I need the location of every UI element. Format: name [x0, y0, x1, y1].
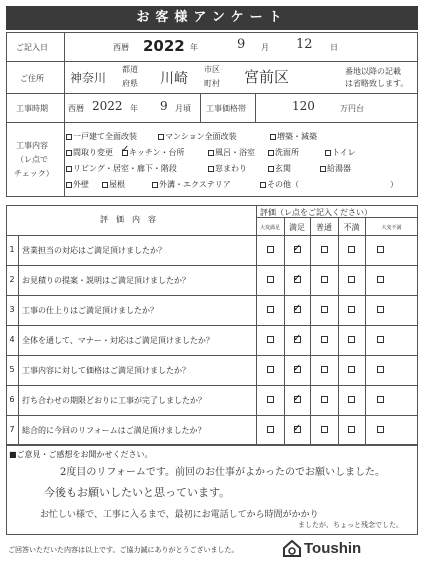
rating-checkbox-4[interactable] [348, 276, 355, 283]
rating-checkmark: ✓ [293, 363, 302, 374]
fill-date-year[interactable]: 2022 [143, 37, 185, 55]
question-number: 3 [9, 305, 15, 314]
fill-date-label: ご記入日 [16, 43, 48, 52]
rating-checkbox-5[interactable] [377, 426, 384, 433]
rating-header-satisfied: 満足 [289, 223, 305, 232]
kitchen-checkmark: ✓ [121, 144, 130, 155]
work-option-water-heater[interactable]: 給湯器 [320, 163, 351, 174]
brand-logo [282, 539, 302, 561]
rating-checkbox-4[interactable] [348, 396, 355, 403]
question-number: 1 [9, 245, 15, 254]
rating-checkbox-1[interactable] [267, 246, 274, 253]
comment-line-1[interactable]: 2度目のリフォームです。前回のお仕事がよかったのでお願いしました。 [60, 467, 386, 478]
evaluation-header-content: 評 価 内 容 [100, 215, 156, 224]
work-option-kitchen[interactable]: キッチン・台所 [122, 147, 184, 158]
rating-checkbox-3[interactable] [321, 336, 328, 343]
rating-checkmark: ✓ [293, 273, 302, 284]
rating-checkbox-5[interactable] [377, 306, 384, 313]
question-number: 6 [9, 395, 15, 404]
rating-checkbox-3[interactable] [321, 276, 328, 283]
prefecture-unit-top: 都道 [122, 65, 138, 74]
rating-checkmark: ✓ [293, 423, 302, 434]
price-value[interactable]: 120 [292, 99, 315, 113]
question-text: 工事の仕上りはご満足頂けましたか？ [22, 306, 158, 315]
fill-date-year-unit: 年 [190, 43, 198, 52]
rating-checkbox-4[interactable] [348, 426, 355, 433]
brand-name: Toushin [304, 540, 362, 557]
house-icon [282, 539, 302, 557]
rating-checkbox-5[interactable] [377, 366, 384, 373]
rating-checkbox-3[interactable] [321, 366, 328, 373]
work-option-other[interactable]: その他（ [260, 179, 299, 190]
period-era: 西暦 [68, 104, 84, 113]
work-option-living[interactable]: リビング・居室・廊下・階段 [66, 163, 177, 174]
rating-checkbox-3[interactable] [321, 306, 328, 313]
question-text: 全体を通して、マナー・対応はご満足頂けましたか？ [22, 336, 214, 345]
rating-checkbox-1[interactable] [267, 276, 274, 283]
rating-checkmark: ✓ [293, 303, 302, 314]
address-prefecture[interactable]: 神奈川 [70, 71, 107, 85]
period-year-unit: 年 [130, 104, 138, 113]
address-label: ご住所 [20, 74, 44, 83]
comments-label: ■ご意見・ご感想をお聞かせください。 [9, 450, 153, 459]
address-ward[interactable]: 宮前区 [244, 68, 290, 86]
fill-date-month[interactable]: 9 [237, 37, 246, 52]
work-option-washroom[interactable]: 洗面所 [268, 147, 299, 158]
rating-checkmark: ✓ [293, 333, 302, 344]
rating-checkbox-5[interactable] [377, 396, 384, 403]
work-option-bath[interactable]: 風呂・浴室 [208, 147, 255, 158]
rating-checkmark: ✓ [293, 393, 302, 404]
work-option-entrance[interactable]: 玄関 [268, 163, 291, 174]
rating-checkbox-5[interactable] [377, 336, 384, 343]
city-unit-bottom: 町村 [204, 79, 220, 88]
work-option-exterior-wall[interactable]: 外壁 [66, 179, 89, 190]
comment-line-2[interactable]: 今後もお願いしたいと思っています。 [44, 486, 231, 499]
city-unit-top: 市区 [204, 65, 220, 74]
rating-checkbox-1[interactable] [267, 306, 274, 313]
period-label: 工事時期 [16, 104, 48, 113]
period-year[interactable]: 2022 [92, 99, 123, 113]
question-text: 工事内容に対して価格はご満足頂けましたか？ [22, 366, 190, 375]
work-option-layout[interactable]: 間取り変更 [66, 147, 113, 158]
work-label-line1: 工事内容 [16, 141, 48, 150]
work-option-full-house[interactable]: 一戸建て全面改装 [66, 131, 137, 142]
question-number: 2 [9, 275, 15, 284]
rating-checkbox-1[interactable] [267, 336, 274, 343]
rating-checkbox-3[interactable] [321, 246, 328, 253]
comment-line-3[interactable]: お忙しい様で、工事に入るまで、最初にお電話してから時間がかかり [40, 510, 319, 520]
fill-date-era: 西暦 [113, 43, 129, 52]
work-option-other-close: ） [390, 180, 398, 189]
prefecture-unit-bottom: 府県 [122, 79, 138, 88]
question-number: 5 [9, 365, 15, 374]
rating-header-neutral: 普通 [316, 223, 332, 232]
rating-checkbox-1[interactable] [267, 396, 274, 403]
rating-checkbox-1[interactable] [267, 366, 274, 373]
period-month[interactable]: 9 [160, 99, 168, 113]
fill-date-month-unit: 月 [261, 43, 269, 52]
rating-checkbox-4[interactable] [348, 336, 355, 343]
rating-checkbox-4[interactable] [348, 306, 355, 313]
work-label-line3: チェック） [14, 169, 54, 178]
rating-checkbox-4[interactable] [348, 246, 355, 253]
price-unit: 万円台 [340, 104, 364, 113]
rating-header-very-satisfied: 大変満足 [259, 225, 280, 231]
rating-checkbox-3[interactable] [321, 426, 328, 433]
rating-checkmark: ✓ [293, 243, 302, 254]
rating-checkbox-5[interactable] [377, 246, 384, 253]
price-label: 工事価格帯 [206, 104, 246, 113]
work-option-windows[interactable]: 窓まわり [208, 163, 247, 174]
work-option-exterior[interactable]: 外溝・エクステリア [152, 179, 231, 190]
rating-checkbox-3[interactable] [321, 396, 328, 403]
address-note-line1: 番地以降の記載 [345, 67, 401, 76]
rating-checkbox-4[interactable] [348, 366, 355, 373]
address-note-line2: は省略致します。 [345, 79, 409, 88]
work-label-line2: （レ点で [16, 155, 48, 164]
work-option-full-mansion[interactable]: マンション全面改装 [158, 131, 237, 142]
comment-line-4[interactable]: ましたが、ちょっと残念でした。 [298, 521, 403, 529]
evaluation-header-rating: 評価（レ点をご記入ください） [260, 208, 372, 217]
work-option-roof[interactable]: 屋根 [102, 179, 125, 190]
fill-date-day-unit: 日 [330, 43, 338, 52]
rating-header-dissatisfied: 不満 [343, 223, 360, 232]
fill-date-day[interactable]: 12 [296, 37, 313, 52]
footer-thanks: ご回答いただいた内容は以上です。ご協力誠にありがとうございました。 [8, 546, 239, 554]
question-text: 営業担当の対応はご満足頂けましたか？ [22, 246, 166, 255]
work-option-toilet[interactable]: トイレ [325, 147, 356, 158]
question-number: 7 [9, 425, 15, 434]
rating-checkbox-1[interactable] [267, 426, 274, 433]
rating-checkbox-5[interactable] [377, 276, 384, 283]
question-number: 4 [9, 335, 15, 344]
rating-header-very-dissatisfied: 大変不満 [381, 225, 402, 231]
question-text: お見積りの提案・説明はご満足頂けましたか？ [22, 276, 190, 285]
period-month-unit: 月頃 [175, 104, 191, 113]
work-option-extension[interactable]: 増築・減築 [270, 131, 317, 142]
question-text: 総合的に今回のリフォームはご満足頂けましたか？ [22, 426, 206, 435]
address-city[interactable]: 川崎 [160, 71, 188, 87]
survey-title: お客様アンケート [6, 6, 418, 30]
question-text: 打ち合わせの期限どおりに工事が完了しましたか？ [22, 396, 206, 405]
